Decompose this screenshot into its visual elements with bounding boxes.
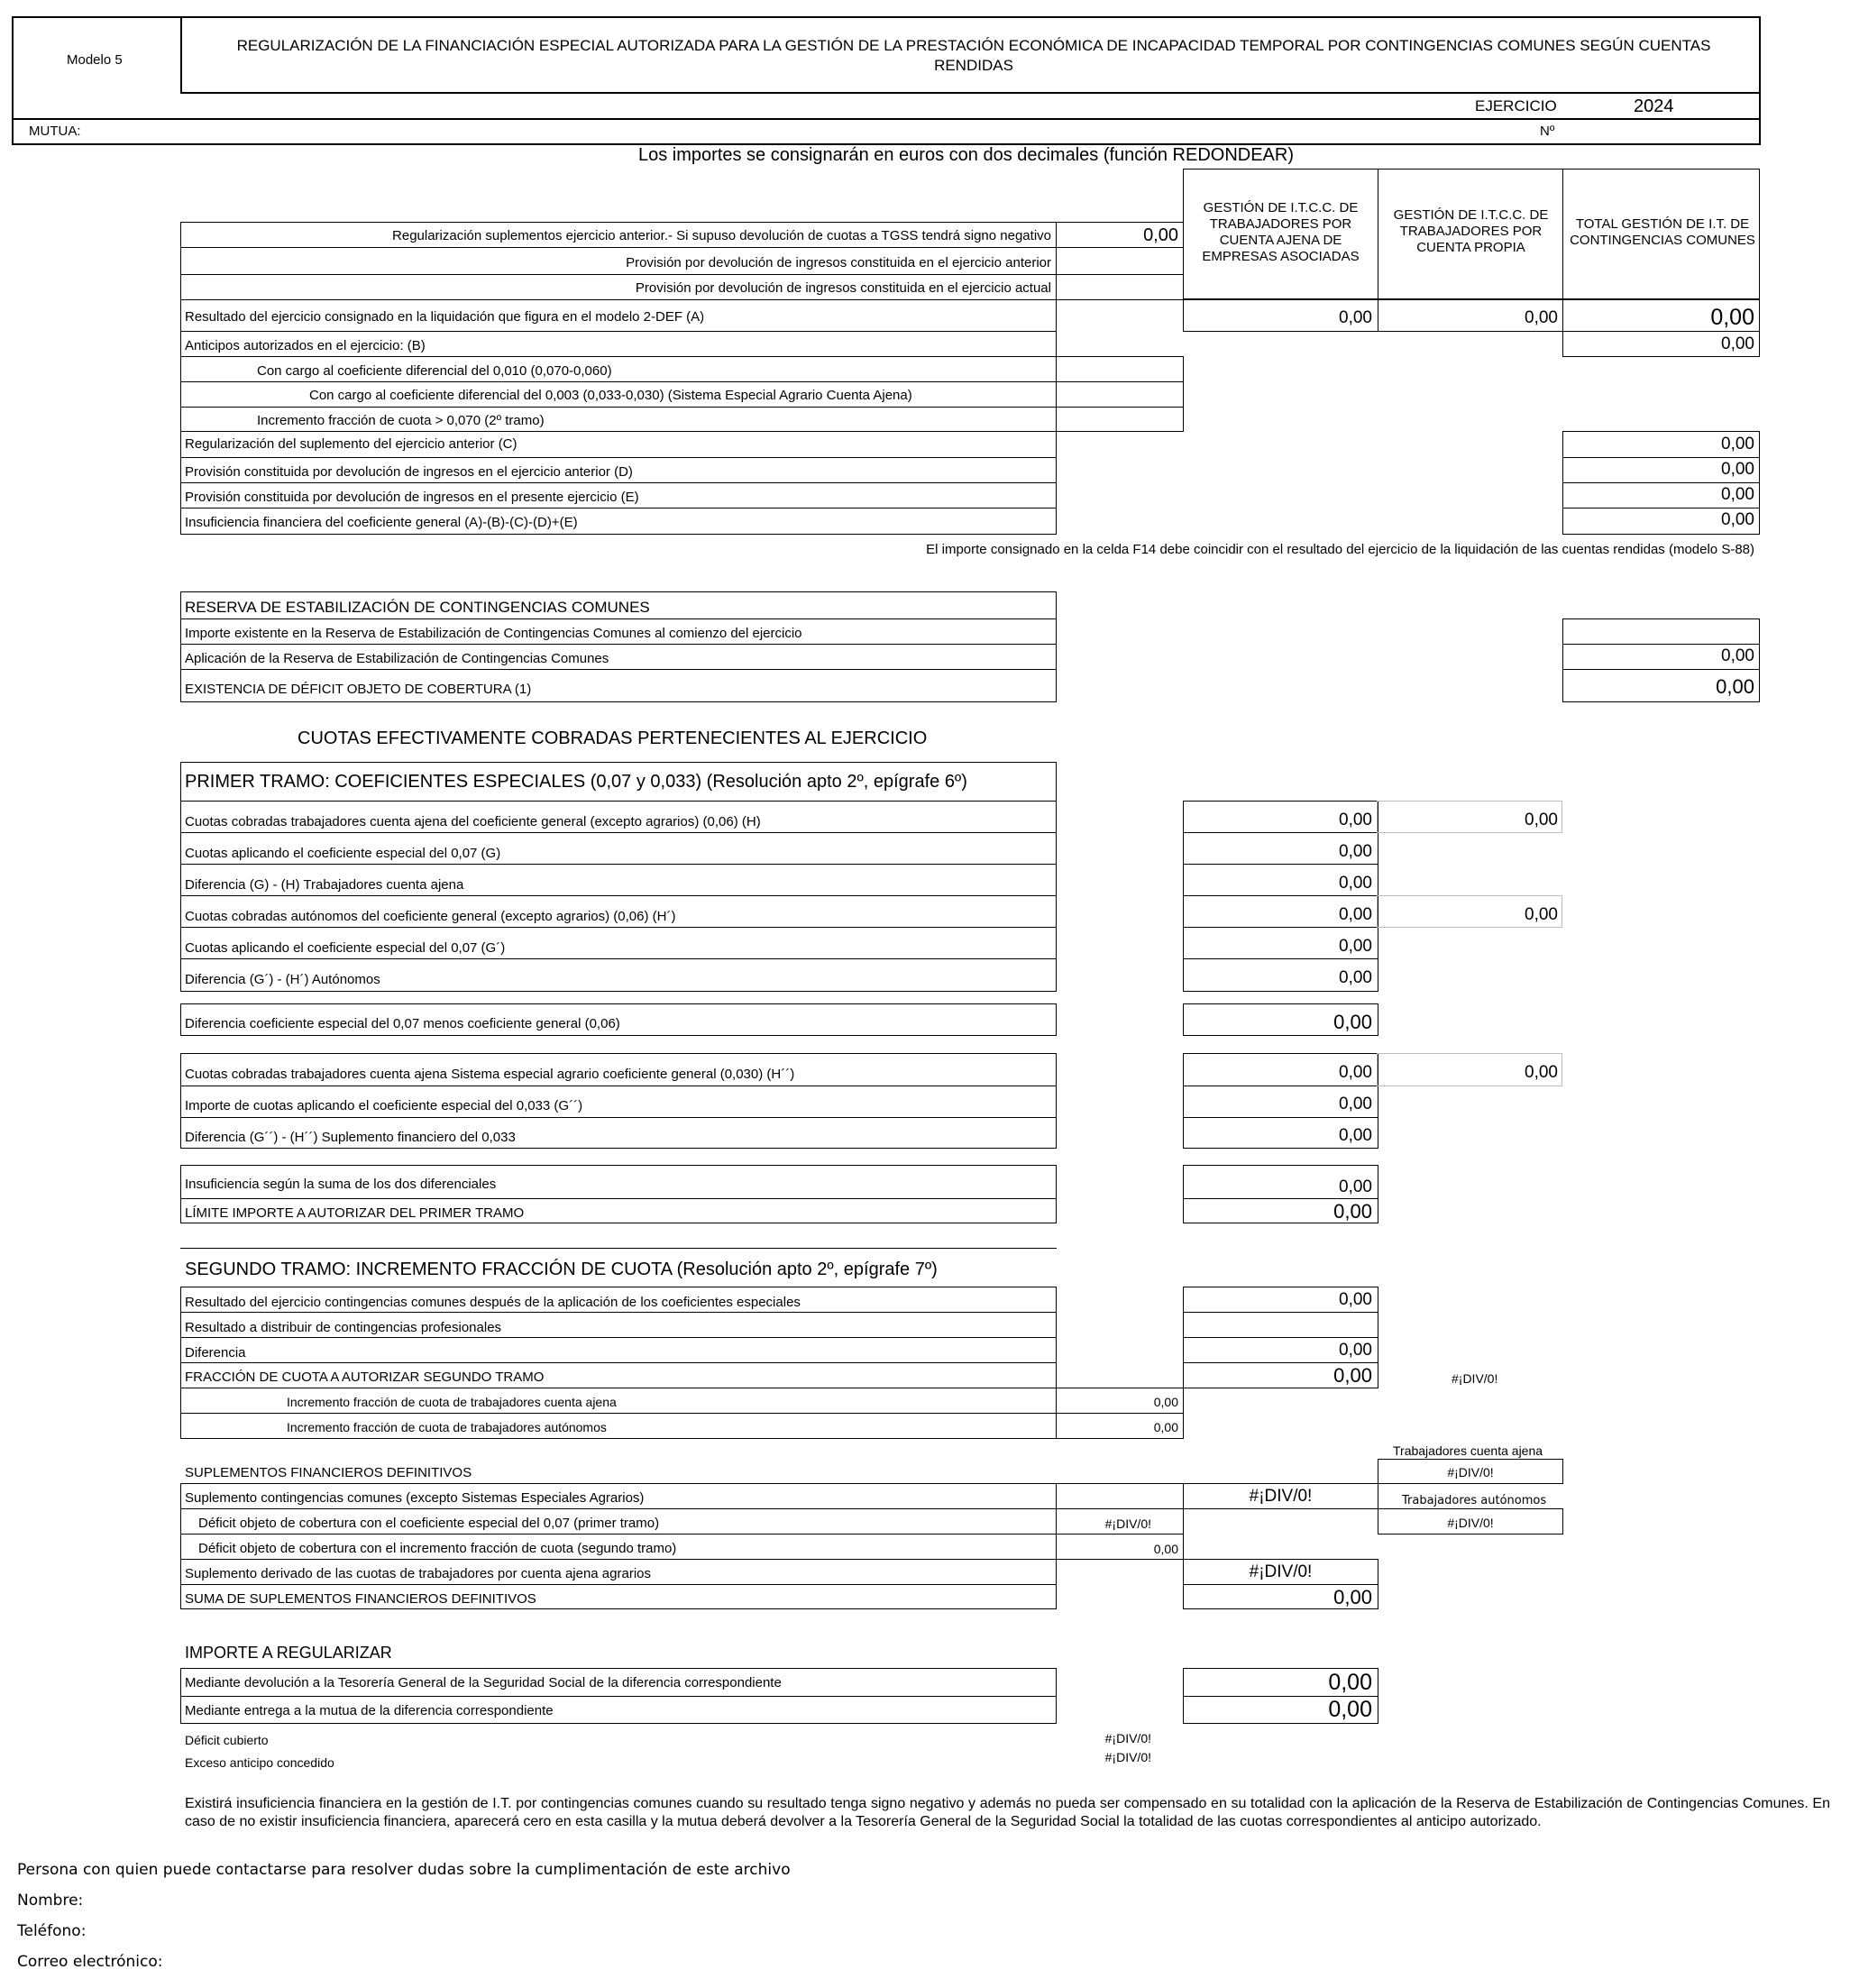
modelo-label: Modelo 5 <box>67 52 123 68</box>
gh3-label: Diferencia (G´´) - (H´´) Suplemento financiero del 0,033 <box>185 1130 516 1145</box>
def1-value[interactable]: #¡DIV/0! <box>1104 1516 1151 1531</box>
reg-c-value[interactable]: 0,00 <box>1721 435 1754 453</box>
limite-value[interactable]: 0,00 <box>1333 1200 1372 1223</box>
header-ejercicio-bottom <box>13 118 1760 120</box>
h3-value-propia[interactable]: 0,00 <box>1525 1063 1558 1082</box>
anticipos-label: Anticipos autorizados en el ejercicio: (B) <box>185 338 426 353</box>
dif-especial-label: Diferencia coeficiente especial del 0,07 menos coeficiente general (0,06) <box>185 1016 620 1031</box>
sup-suma-label: SUMA DE SUPLEMENTOS FINANCIEROS DEFINITIVOS <box>185 1591 536 1607</box>
entrega-value[interactable]: 0,00 <box>1328 1697 1372 1722</box>
gh-label: Diferencia (G) - (H) Trabajadores cuenta ajena <box>185 877 464 893</box>
primer-tramo-title: PRIMER TRAMO: COEFICIENTES ESPECIALES (0,07 y 0,033) (Resolución apto 2º, epígrafe 6º) <box>185 772 967 792</box>
def2-value[interactable]: 0,00 <box>1153 1542 1178 1556</box>
sup-comunes-label: Suplemento contingencias comunes (excepto Sistemas Especiales Agrarios) <box>185 1490 645 1506</box>
sup-agrarios-value[interactable]: #¡DIV/0! <box>1249 1562 1313 1581</box>
column-header-total: TOTAL GESTIÓN DE I.T. DE CONTINGENCIAS COMUNES <box>1570 216 1755 248</box>
resultado-total-value[interactable]: 0,00 <box>1710 305 1754 330</box>
inc-autonomos-label: Incremento fracción de cuota de trabajadores autónomos <box>287 1420 607 1434</box>
prov-d-label: Provisión constituida por devolución de ingresos en el ejercicio anterior (D) <box>185 464 633 480</box>
reserva-importe-label: Importe existente en la Reserva de Estabilización de Contingencias Comunes al comienzo del ejercicio <box>185 626 802 641</box>
prov-e-label: Provisión constituida por devolución de ingresos en el presente ejercicio (E) <box>185 490 639 505</box>
seg-distribuir-label: Resultado a distribuir de contingencias profesionales <box>185 1320 502 1335</box>
column-header-ajena: GESTIÓN DE I.T.C.C. DE TRABAJADORES POR CUENTA AJENA DE EMPRESAS ASOCIADAS <box>1202 200 1360 264</box>
prov-e-value[interactable]: 0,00 <box>1721 485 1754 504</box>
amounts-note: Los importes se consignarán en euros con dos decimales (función REDONDEAR) <box>638 145 1295 165</box>
reserva-aplicacion-label: Aplicación de la Reserva de Estabilización de Contingencias Comunes <box>185 651 609 666</box>
prov-actual-label: Provisión por devolución de ingresos constituida en el ejercicio actual <box>635 280 1051 296</box>
insuf-suma-label: Insuficiencia según la suma de los dos diferenciales <box>185 1177 497 1192</box>
exceso-anticipo-value[interactable]: #¡DIV/0! <box>1104 1750 1151 1764</box>
sup-comunes-value[interactable]: #¡DIV/0! <box>1249 1487 1313 1506</box>
reserva-deficit-label: EXISTENCIA DE DÉFICIT OBJETO DE COBERTURA (1) <box>185 682 532 697</box>
devolucion-label: Mediante devolución a la Tesorería General de la Seguridad Social de la diferencia correspondiente <box>185 1675 782 1690</box>
reserva-aplicacion-value[interactable]: 0,00 <box>1721 646 1754 665</box>
reserva-deficit-value[interactable]: 0,00 <box>1716 675 1754 698</box>
suplementos-title: SUPLEMENTOS FINANCIEROS DEFINITIVOS <box>185 1465 472 1480</box>
seg-diferencia-label: Diferencia <box>185 1345 246 1360</box>
insuf-label: Insuficiencia financiera del coeficiente general (A)-(B)-(C)-(D)+(E) <box>185 515 578 530</box>
cargo-010-label: Con cargo al coeficiente diferencial del 0,010 (0,070-0,060) <box>257 363 612 379</box>
header-title-bottom <box>180 92 1760 94</box>
trab-autonomos-value[interactable]: #¡DIV/0! <box>1447 1516 1494 1530</box>
form-title: REGULARIZACIÓN DE LA FINANCIACIÓN ESPECIAL AUTORIZADA PARA LA GESTIÓN DE LA PRESTACIÓN ECONÓMICA DE INCAPACIDAD TEMPORAL POR CONTINGENCIAS COMUNES SEGÚN CUENTAS RENDIDAS <box>236 37 1711 74</box>
regularizar-title: IMPORTE A REGULARIZAR <box>185 1644 392 1662</box>
cuotas-title: CUOTAS EFECTIVAMENTE COBRADAS PERTENECIENTES AL EJERCICIO <box>298 728 928 748</box>
h-label: Cuotas cobradas trabajadores cuenta ajena del coeficiente general (excepto agrarios) (0,06) (H) <box>185 814 761 829</box>
header-divider <box>180 17 182 94</box>
h3-label: Cuotas cobradas trabajadores cuenta ajena Sistema especial agrario coeficiente general (0,030) (H´´) <box>185 1067 795 1082</box>
inc-ajena-label: Incremento fracción de cuota de trabajadores cuenta ajena <box>287 1395 617 1409</box>
anticipos-total-value[interactable]: 0,00 <box>1721 334 1754 353</box>
contact-intro: Persona con quien puede contactarse para resolver dudas sobre la cumplimentación de este archivo <box>17 1861 791 1879</box>
g3-label: Importe de cuotas aplicando el coeficiente especial del 0,033 (G´´) <box>185 1098 583 1113</box>
insuf-value[interactable]: 0,00 <box>1721 510 1754 529</box>
incremento-label: Incremento fracción de cuota > 0,070 (2º tramo) <box>257 413 545 428</box>
g-label: Cuotas aplicando el coeficiente especial del 0,07 (G) <box>185 846 501 861</box>
reg-suplementos-value[interactable]: 0,00 <box>1143 225 1178 245</box>
h3-value-ajena[interactable]: 0,00 <box>1339 1063 1372 1082</box>
g2-value[interactable]: 0,00 <box>1339 937 1372 956</box>
entrega-label: Mediante entrega a la mutua de la diferencia correspondiente <box>185 1703 554 1718</box>
deficit-cubierto-value[interactable]: #¡DIV/0! <box>1104 1731 1151 1745</box>
footnote: Existirá insuficiencia financiera en la gestión de I.T. por contingencias comunes cuando su resultado tenga signo negativo y además no pueda ser compensado en su totalidad con la aplicación de la Reserva de Estabilización de Contingencias Comunes. En caso de no existir insuficiencia financiera, aparecerá cero en esta casilla y la mutua deberá devolver a la Tesorería General de la Seguridad Social la totalidad de las cuotas correspondientes al anticipo autorizado. <box>185 1796 1830 1829</box>
inc-autonomos-value[interactable]: 0,00 <box>1153 1420 1178 1434</box>
resultado-ajena-value[interactable]: 0,00 <box>1339 308 1372 327</box>
seg-diferencia-value[interactable]: 0,00 <box>1339 1341 1372 1360</box>
cargo-003-label: Con cargo al coeficiente diferencial del 0,003 (0,033-0,030) (Sistema Especial Agrario Cuenta Ajena) <box>309 388 912 403</box>
sup-suma-value[interactable]: 0,00 <box>1333 1586 1372 1608</box>
contact-correo[interactable]: Correo electrónico: <box>17 1953 163 1971</box>
exceso-anticipo-label: Exceso anticipo concedido <box>185 1755 334 1770</box>
segundo-tramo-title: SEGUNDO TRAMO: INCREMENTO FRACCIÓN DE CUOTA (Resolución apto 2º, epígrafe 7º) <box>185 1260 938 1279</box>
g2-label: Cuotas aplicando el coeficiente especial del 0,07 (G´) <box>185 940 506 956</box>
h-value-ajena[interactable]: 0,00 <box>1339 811 1372 829</box>
reg-suplementos-label: Regularización suplementos ejercicio anterior.- Si supuso devolución de cuotas a TGSS tendrá signo negativo <box>392 228 1051 243</box>
trab-autonomos-header: Trabajadores autónomos <box>1402 1494 1547 1507</box>
prov-anterior-label: Provisión por devolución de ingresos constituida en el ejercicio anterior <box>626 255 1051 270</box>
contact-nombre[interactable]: Nombre: <box>17 1892 84 1910</box>
trab-ajena-value[interactable]: #¡DIV/0! <box>1447 1465 1494 1480</box>
seg-resultado-label: Resultado del ejercicio contingencias comunes después de la aplicación de los coeficientes especiales <box>185 1295 801 1310</box>
column-header-propia: GESTIÓN DE I.T.C.C. DE TRABAJADORES POR CUENTA PROPIA <box>1393 207 1549 255</box>
g3-value[interactable]: 0,00 <box>1339 1095 1372 1113</box>
inc-ajena-value[interactable]: 0,00 <box>1153 1395 1178 1409</box>
deficit-cubierto-label: Déficit cubierto <box>185 1733 269 1747</box>
h2-value-propia[interactable]: 0,00 <box>1525 905 1558 924</box>
ejercicio-label: EJERCICIO <box>1475 97 1557 115</box>
dif-especial-value[interactable]: 0,00 <box>1333 1011 1372 1033</box>
limite-label: LÍMITE IMPORTE A AUTORIZAR DEL PRIMER TRAMO <box>185 1205 525 1221</box>
g-value[interactable]: 0,00 <box>1339 842 1372 861</box>
resultado-propia-value[interactable]: 0,00 <box>1525 308 1558 327</box>
def1-label: Déficit objeto de cobertura con el coeficiente especial del 0,07 (primer tramo) <box>198 1516 660 1531</box>
gh3-value[interactable]: 0,00 <box>1339 1126 1372 1145</box>
seg-fraccion-error: #¡DIV/0! <box>1452 1371 1498 1386</box>
reserva-title: RESERVA DE ESTABILIZACIÓN DE CONTINGENCIAS COMUNES <box>185 599 650 616</box>
gh2-label: Diferencia (G´) - (H´) Autónomos <box>185 972 380 987</box>
reg-c-label: Regularización del suplemento del ejercicio anterior (C) <box>185 436 517 452</box>
prov-d-value[interactable]: 0,00 <box>1721 460 1754 479</box>
insuf-suma-value[interactable]: 0,00 <box>1339 1177 1372 1196</box>
sup-agrarios-label: Suplemento derivado de las cuotas de trabajadores por cuenta ajena agrarios <box>185 1566 652 1581</box>
numero-label: Nº <box>1540 124 1555 139</box>
gh-value[interactable]: 0,00 <box>1339 874 1372 893</box>
trab-ajena-header: Trabajadores cuenta ajena <box>1393 1443 1543 1458</box>
seg-fraccion-value[interactable]: 0,00 <box>1333 1364 1372 1387</box>
devolucion-value[interactable]: 0,00 <box>1328 1670 1372 1695</box>
h-value-propia[interactable]: 0,00 <box>1525 811 1558 829</box>
h2-label: Cuotas cobradas autónomos del coeficiente general (excepto agrarios) (0,06) (H´) <box>185 909 676 924</box>
gh2-value[interactable]: 0,00 <box>1339 968 1372 987</box>
seg-fraccion-label: FRACCIÓN DE CUOTA A AUTORIZAR SEGUNDO TRAMO <box>185 1370 545 1385</box>
nota-f14: El importe consignado en la celda F14 debe coincidir con el resultado del ejercicio de la liquidación de las cuentas rendidas (modelo S-88) <box>926 542 1754 557</box>
contact-telefono[interactable]: Teléfono: <box>17 1922 87 1940</box>
resultado-label: Resultado del ejercicio consignado en la liquidación que figura en el modelo 2-DEF (A) <box>185 309 705 325</box>
def2-label: Déficit objeto de cobertura con el incremento fracción de cuota (segundo tramo) <box>198 1541 677 1556</box>
mutua-label: MUTUA: <box>29 124 81 139</box>
ejercicio-value[interactable]: 2024 <box>1634 96 1674 116</box>
seg-resultado-value[interactable]: 0,00 <box>1339 1290 1372 1309</box>
h2-value-ajena[interactable]: 0,00 <box>1339 905 1372 924</box>
